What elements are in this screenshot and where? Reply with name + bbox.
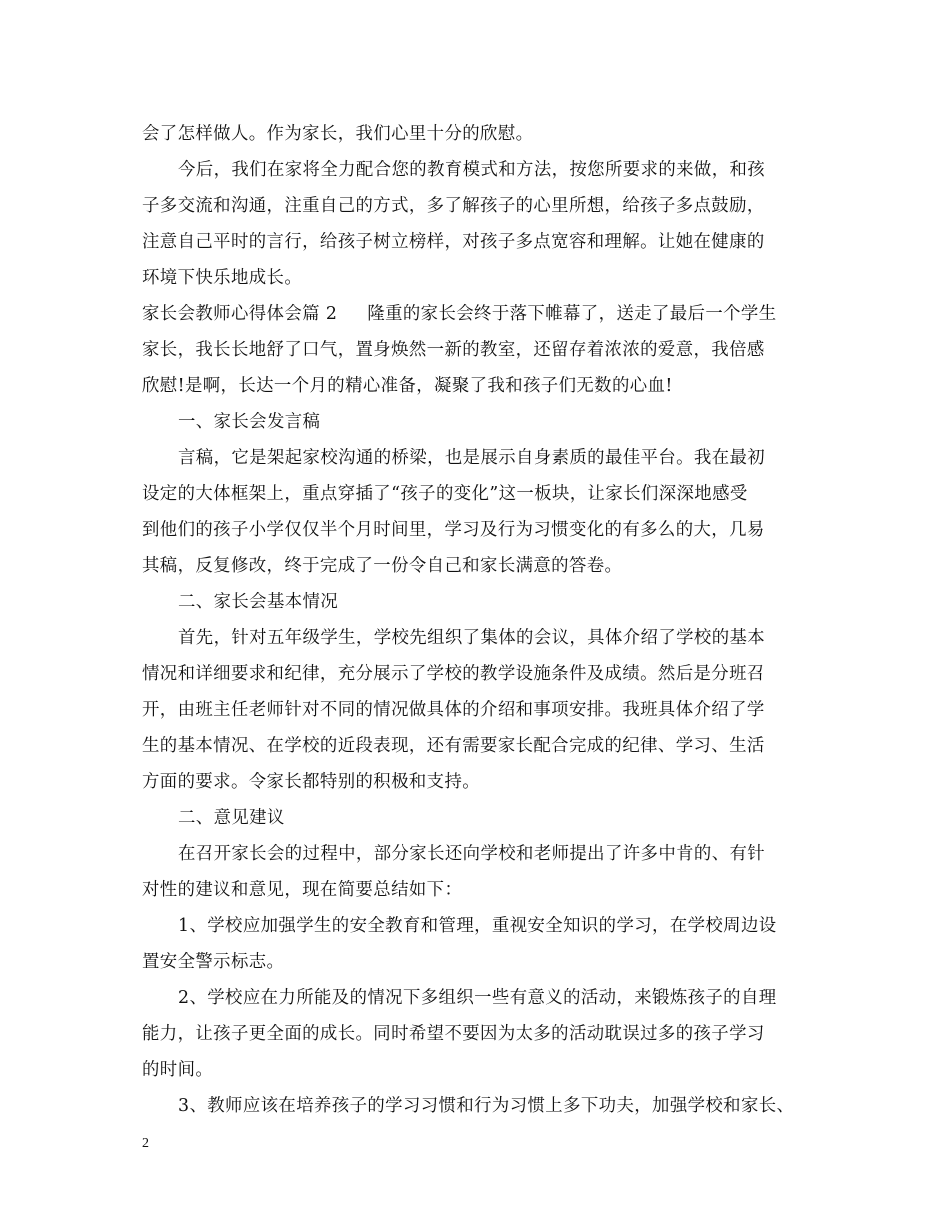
section-text: 隆重的家长会终于落下帷幕了，送走了最后一个学生	[367, 304, 777, 324]
list-item: 1、学校应加强学生的安全教育和管理，重视安全知识的学习，在学校周边设	[178, 916, 777, 936]
text-line: 对性的建议和意见，现在简要总结如下：	[142, 880, 463, 900]
text-line: 生的基本情况、在学校的近段表现，还有需要家长配合完成的纪律、学习、生活	[142, 736, 765, 756]
text-line: 会了怎样做人。作为家长，我们心里十分的欣慰。	[142, 124, 534, 144]
document-body	[142, 116, 817, 1124]
text-line: 设定的大体框架上，重点穿插了“孩子的变化”这一板块，让家长们深深地感受	[142, 484, 748, 504]
text-line: 能力，让孩子更全面的成长。同时希望不要因为太多的活动耽误过多的孩子学习	[142, 1024, 765, 1044]
text-line: 到他们的孩子小学仅仅半个月时间里，学习及行为习惯变化的有多么的大，几易	[142, 520, 765, 540]
text-line: 子多交流和沟通，注重自己的方式，多了解孩子的心里所想，给孩子多点鼓励，	[142, 196, 765, 216]
section-title-line	[142, 296, 817, 332]
text-line: 言稿，它是架起家校沟通的桥梁，也是展示自身素质的最佳平台。我在最初	[178, 448, 766, 468]
section-title: 家长会教师心得体会篇 2	[142, 304, 338, 324]
text-line: 家长，我长长地舒了口气，置身焕然一新的教室，还留存着浓浓的爱意，我倍感	[142, 340, 765, 360]
subheading: 一、家长会发言稿	[178, 412, 321, 432]
text-line: 开，由班主任老师针对不同的情况做具体的介绍和事项安排。我班具体介绍了学	[142, 700, 765, 720]
list-item: 3、教师应该在培养孩子的学习习惯和行为习惯上多下功夫，加强学校和家长、	[178, 1096, 795, 1116]
text-line: 情况和详细要求和纪律，充分展示了学校的教学设施条件及成绩。然后是分班召	[142, 664, 765, 684]
page-number: 2	[142, 1136, 149, 1151]
list-item: 2、学校应在力所能及的情况下多组织一些有意义的活动，来锻炼孩子的自理	[178, 988, 777, 1008]
text-line: 注意自己平时的言行，给孩子树立榜样，对孩子多点宽容和理解。让她在健康的	[142, 232, 765, 252]
text-line: 置安全警示标志。	[142, 952, 285, 972]
text-line: 环境下快乐地成长。	[142, 268, 303, 288]
text-line: 欣慰!是啊，长达一个月的精心准备，凝聚了我和孩子们无数的心血!	[142, 376, 673, 396]
subheading: 二、家长会基本情况	[178, 592, 339, 612]
subheading: 二、意见建议	[178, 808, 285, 828]
text-line: 其稿，反复修改，终于完成了一份令自己和家长满意的答卷。	[142, 556, 623, 576]
text-line: 的时间。	[142, 1060, 214, 1080]
text-line: 在召开家长会的过程中，部分家长还向学校和老师提出了许多中肯的、有针	[178, 844, 766, 864]
text-line: 方面的要求。令家长都特别的积极和支持。	[142, 772, 481, 792]
text-line: 首先，针对五年级学生，学校先组织了集体的会议，具体介绍了学校的基本	[178, 628, 766, 648]
text-line: 今后，我们在家将全力配合您的教育模式和方法，按您所要求的来做，和孩	[178, 160, 766, 180]
